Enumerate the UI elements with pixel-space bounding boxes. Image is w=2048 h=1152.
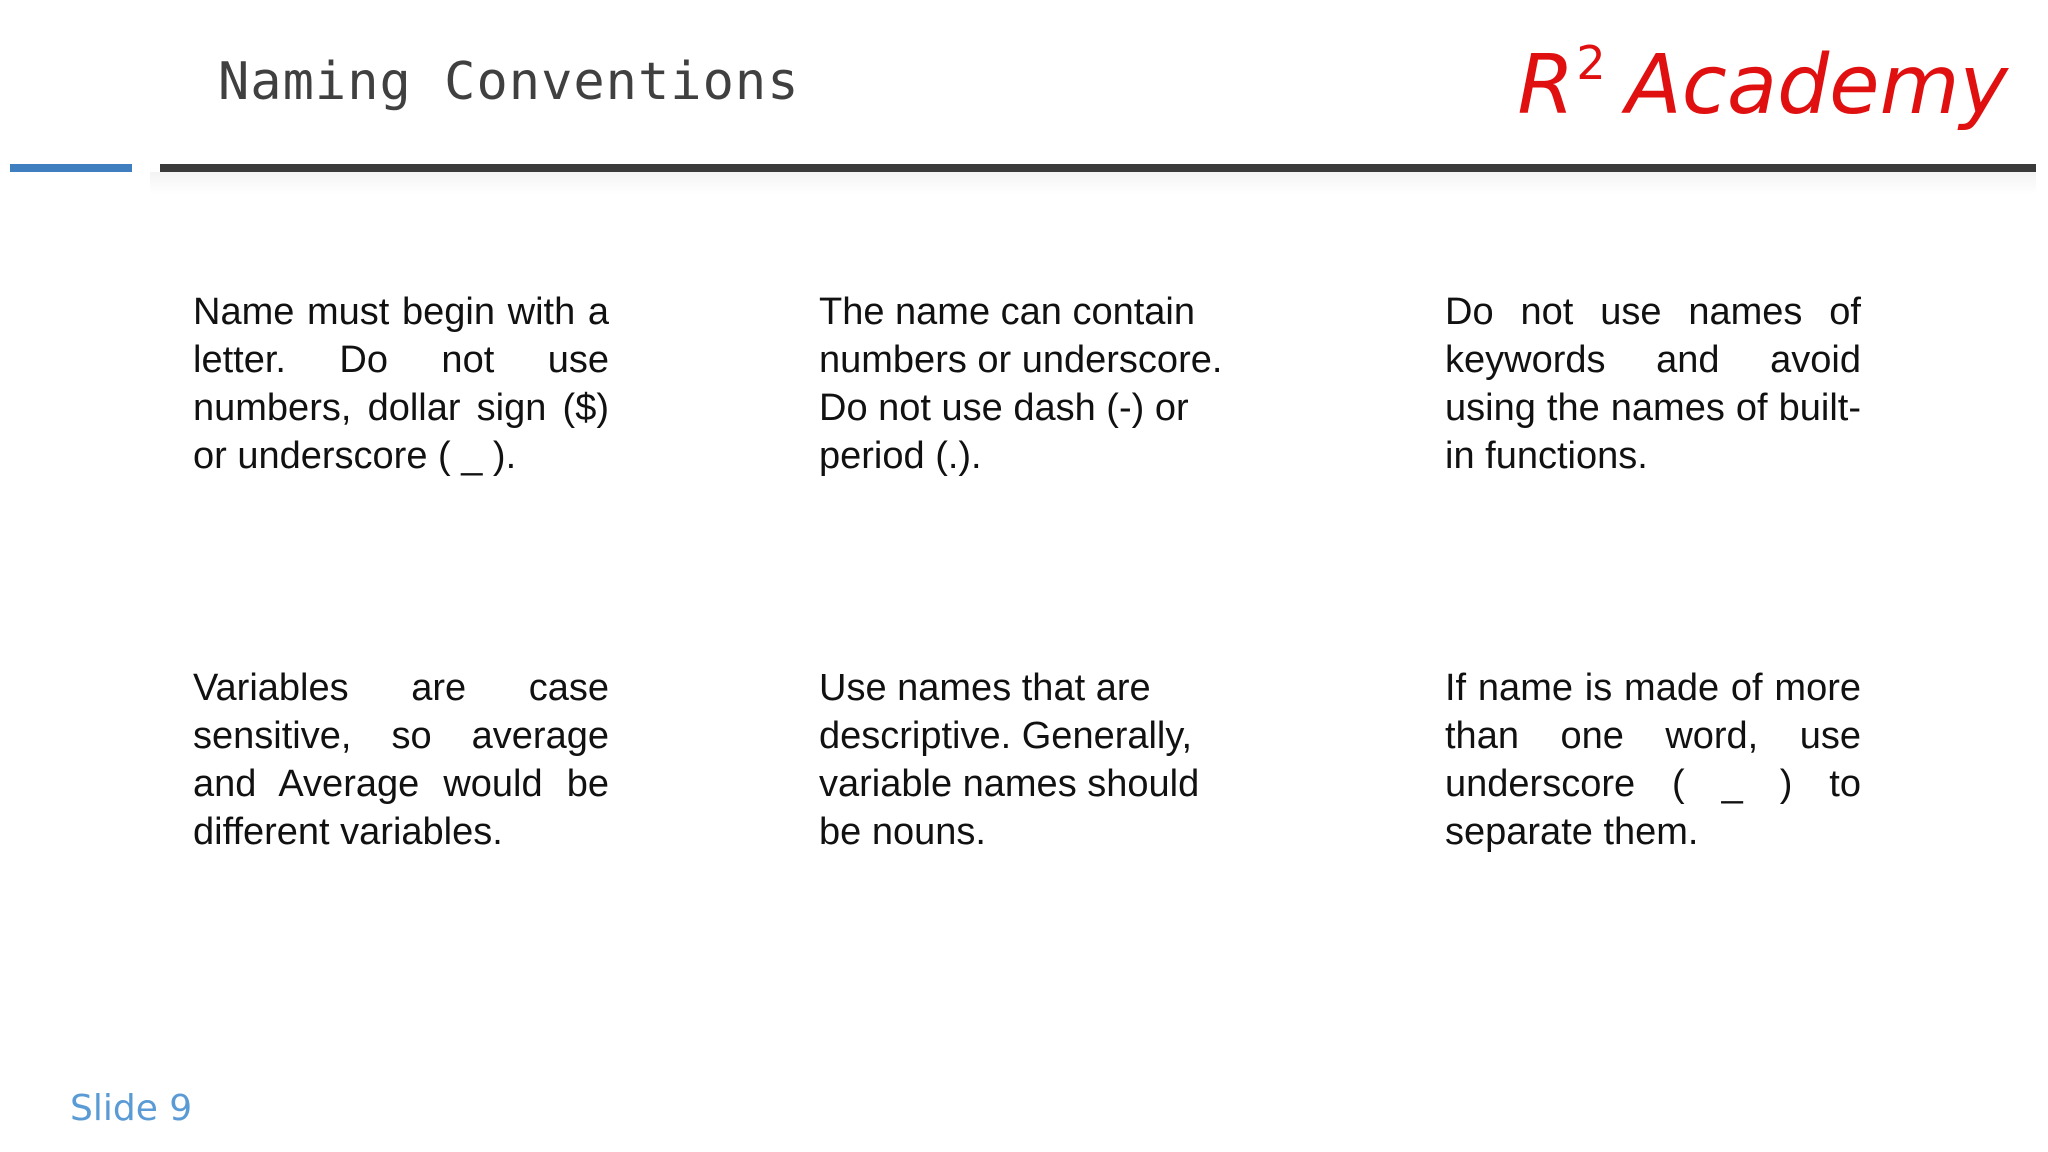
rule-card-descriptive-names: Use names that are descriptive. Generally, variable names should be nouns. bbox=[819, 667, 1200, 853]
header-accent-rule bbox=[10, 164, 132, 172]
logo-letter: R bbox=[1517, 38, 1575, 133]
header-rule-shadow bbox=[150, 172, 2036, 194]
rule-card-case-sensitive: Variables are case sensitive, so average and Average would be different variables. bbox=[193, 667, 609, 853]
header-divider-rule bbox=[160, 164, 2036, 172]
logo bbox=[1517, 36, 2008, 133]
logo-suffix: Academy bbox=[1625, 38, 2008, 133]
page-title: Naming Conventions bbox=[218, 52, 800, 112]
slide-number: Slide 9 bbox=[70, 1088, 193, 1129]
logo-superscript: 2 bbox=[1576, 36, 1606, 90]
rule-card-multi-word-underscore: If name is made of more than one word, use underscore ( _ ) to separate them. bbox=[1445, 667, 1861, 853]
rule-card-avoid-keywords: Do not use names of keywords and avoid using the names of built-in functions. bbox=[1445, 291, 1861, 477]
rule-card-allowed-characters: The name can contain numbers or underscore. Do not use dash (-) or period (.). bbox=[819, 291, 1223, 477]
rule-card-begin-with-letter: Name must begin with a letter. Do not use numbers, dollar sign ($) or underscore ( _ ). bbox=[193, 291, 609, 477]
